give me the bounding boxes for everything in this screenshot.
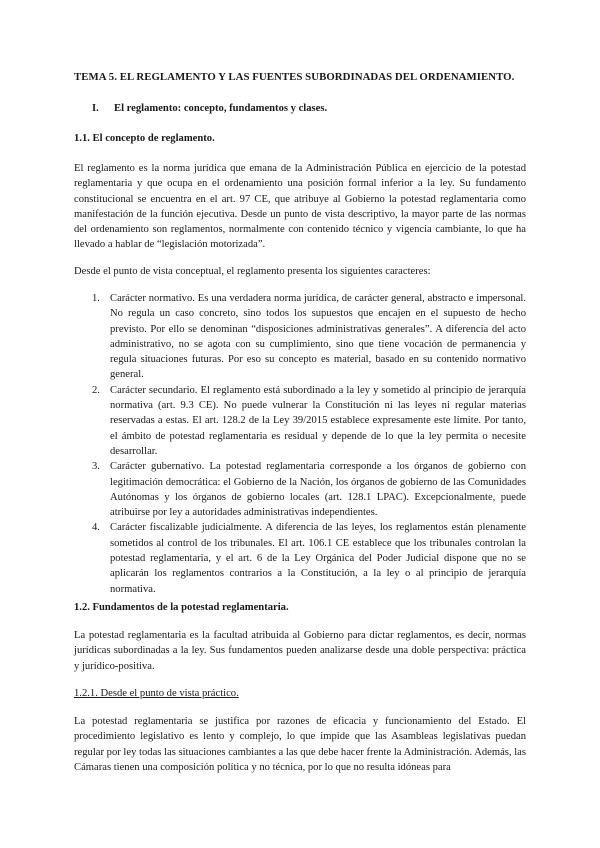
paragraph-concept: El reglamento es la norma jurídica que emana de la Administración Pública en ejercicio de la potestad reglamentaria y que ocupa en el ordenamiento una posición formal inferior a la ley. Su fundamento constitucional se encuentra en el art. 97 CE, que atribuye al Gobierno la potestad reglamentaria como manifestación de la función ejecutiva. Desde un punto de vista descriptivo, la mayor parte de las normas del ordenamiento son reglamentos, normalmente con contenido técnico y vigencia cambiante, lo que ha llevado a hablar de “legislación motorizada”. (74, 163, 526, 251)
subsection-heading-1-2-1: 1.2.1. Desde el punto de vista práctico. (74, 688, 239, 699)
list-item: 3. Carácter gubernativo. La potestad reglamentaria corresponde a los órganos de gobierno con legitimación democrática: el Gobierno de la Nación, los órganos de gobierno de las Comunidades Autónomas y los órganos de gobierno locales (art. 128.1 LPAC). Excepcionalmente, puede atribuirse por ley a autoridades administrativas independientes. (92, 461, 526, 519)
section-title: El reglamento: concepto, fundamentos y clases. (114, 103, 328, 114)
document-title: TEMA 5. EL REGLAMENTO Y LAS FUENTES SUBORDINADAS DEL ORDENAMIENTO. (74, 71, 515, 83)
list-item: 2. Carácter secundario. El reglamento está subordinado a la ley y sometido al principio de jerarquía normativa (art. 9.3 CE). No puede vulnerar la Constitución ni las leyes ni regular materias reservadas a estas. El art. 128.2 de la Ley 39/2015 establece expresamente este límite. Por tanto, el ámbito de potestad reglamentaria es residual y depende de lo que la ley permita o necesite desarrollar. (92, 384, 526, 457)
section-heading-i (92, 101, 522, 116)
paragraph-fundamentos: La potestad reglamentaria es la facultad atribuida al Gobierno para dictar reglamentos, es decir, normas jurídicas subordinadas a la ley. Sus fundamentos pueden analizarse desde una doble perspectiva: práctica y jurídico-positiva. (74, 630, 526, 672)
subsection-heading-1-2: 1.2. Fundamentos de la potestad reglamentaria. (74, 602, 289, 613)
paragraph-characters-intro: Desde el punto de vista conceptual, el reglamento presenta los siguientes caracteres: (74, 266, 431, 277)
section-number: I. (92, 103, 99, 114)
subsection-heading-1-1: 1.1. El concepto de reglamento. (74, 133, 215, 144)
list-item: 1. Carácter normativo. Es una verdadera norma jurídica, de carácter general, abstracto e impersonal. No regula un caso concreto, sino todos los supuestos que encajen en el supuesto de hecho previsto. Por ello se denominan “disposiciones administrativas generales”. A diferencia del acto administrativo, no se agota con su cumplimiento, sino que tiene vocación de permanencia y regula situaciones futuras. Por eso su concepto es material, basado en su contenido normativo general. (92, 293, 526, 381)
list-item: 4. Carácter fiscalizable judicialmente. A diferencia de las leyes, los reglamentos están plenamente sometidos al control de los tribunales. El art. 106.1 CE establece que los tribunales controlan la potestad reglamentaria, y el art. 6 de la Ley Orgánica del Poder Judicial dispone que no se aplicarán los reglamentos contrarios a la Constitución, a la ley o al principio de jerarquía normativa. (92, 522, 526, 595)
characters-list (92, 291, 526, 597)
paragraph-practico: La potestad reglamentaria se justifica por razones de eficacia y funcionamiento del Estado. El procedimiento legislativo es lento y complejo, lo que impide que las Asambleas legislativas puedan regular por ley todas las situaciones cambiantes a las que debe hacer frente la Administración. Además, las Cámaras tienen una composición política y no técnica, por lo que no resulta idóneas para (74, 716, 526, 773)
